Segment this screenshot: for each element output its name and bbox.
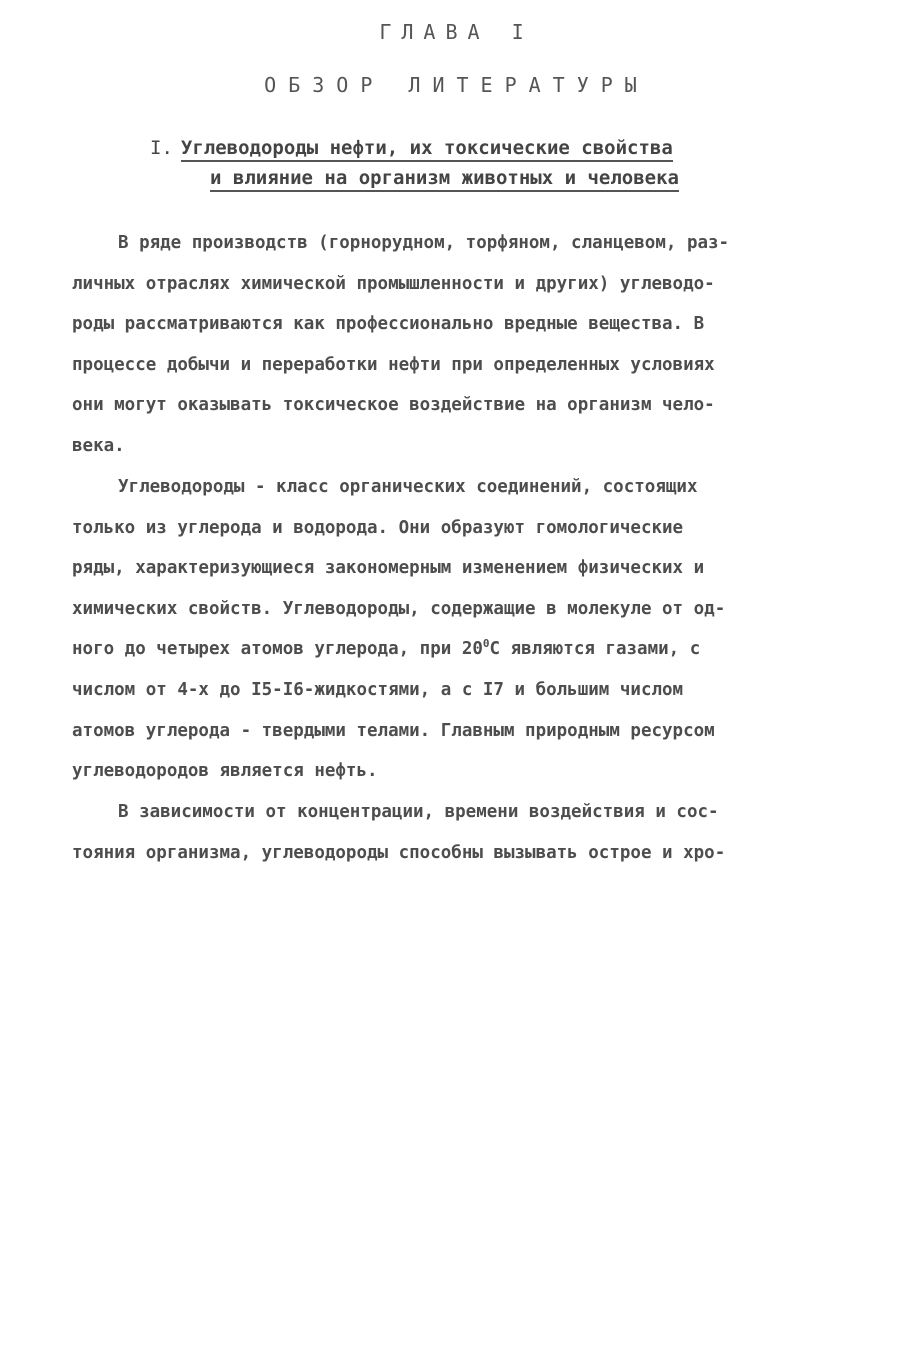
paragraph-line: углеводородов является нефть. [72,761,378,782]
section-heading-line-1 [150,133,770,163]
paragraph-line: химических свойств. Углеводороды, содержащие в молекуле от од- [72,598,726,619]
paragraph-line-head: ного до четырех атомов углерода, при 20 [72,639,483,660]
paragraph-line: В зависимости от концентрации, времени воздействия и сос- [118,802,719,822]
paragraph-line: Углеводороды - класс органических соединений, состоящих [118,477,698,497]
chapter-title: ОБЗОР ЛИТЕРАТУРЫ [264,73,649,97]
paragraph-line: роды рассматриваются как профессионально вредные вещества. В [72,314,705,335]
paragraph-2 [72,467,842,792]
paragraph-line: только из углерода и водорода. Они образуют гомологические [72,517,684,538]
paragraph-line: тояния организма, углеводороды способны вызывать острое и хро- [72,842,726,863]
paragraph-line: В ряде производств (горнорудном, торфяном, сланцевом, раз- [118,233,730,253]
paragraph-line: они могут оказывать токсическое воздействие на организм чело- [72,395,715,416]
degree-superscript: 0 [482,637,490,651]
section-heading-line-2 [150,163,770,193]
section-heading-text-1: Углеводороды нефти, их токсические свойства [181,137,673,162]
section-number: I. [150,137,173,159]
section-heading-text-2: и влияние на организм животных и человека [210,167,679,192]
paragraph-line: атомов углерода - твердыми телами. Главным природным ресурсом [72,720,715,741]
paragraph-1 [72,223,842,467]
paragraph-line-tail: С являются газами, с [489,639,701,660]
section-heading [150,133,770,193]
paragraph-line: процессе добычи и переработки нефти при определенных условиях [72,354,715,375]
paragraph-line: числом от 4-х до I5-I6-жидкостями, а с I7 и большим числом [72,679,684,700]
paragraph-line: ряды, характеризующиеся закономерным изменением физических и [72,558,705,579]
chapter-number: ГЛАВА I [379,20,534,44]
paragraph-line: личных отраслях химической промышленности и других) углеводо- [72,273,715,294]
paragraph-line: века. [72,435,125,456]
paragraph-line-with-superscript [72,629,842,670]
paragraph-3 [72,792,842,873]
